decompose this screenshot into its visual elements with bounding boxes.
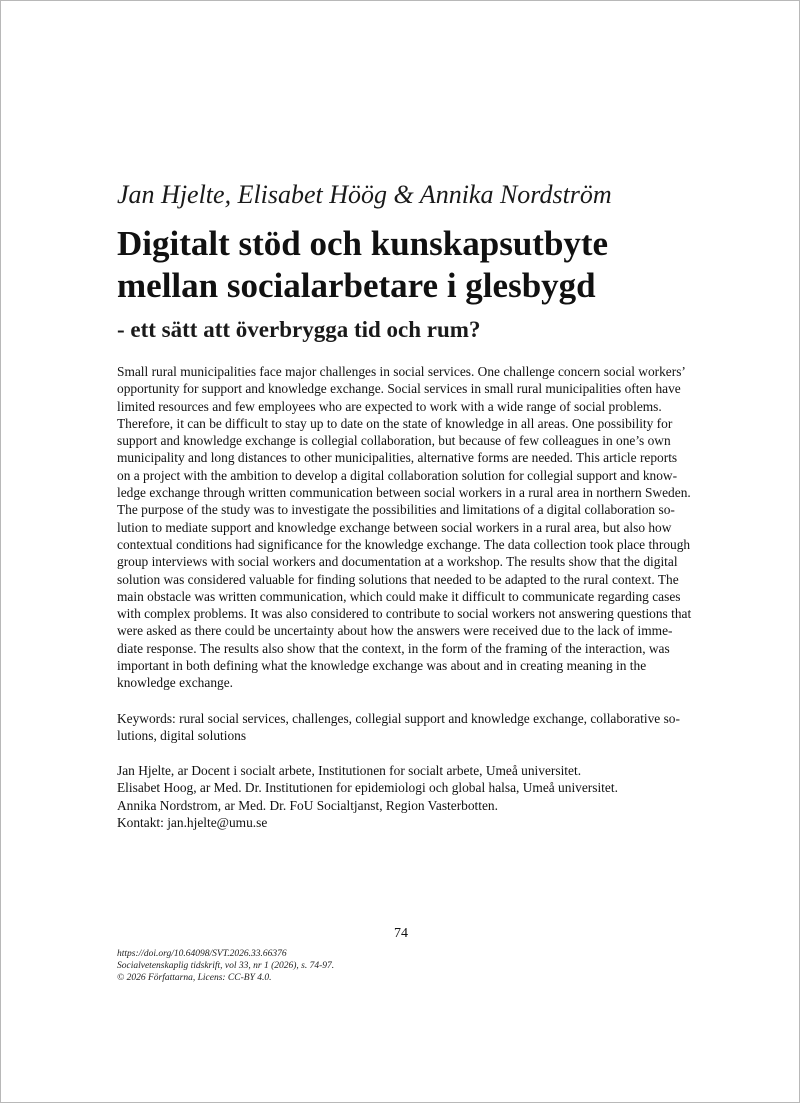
author-affiliations (117, 762, 687, 831)
abstract-line: support and knowledge exchange is collegial collaboration, but because of few colleagues in one’s own (117, 433, 671, 449)
affiliation-line: Elisabet Hoog, ar Med. Dr. Institutionen for epidemiologi och global halsa, Umeå universitet. (117, 780, 618, 796)
keywords-line: lutions, digital solutions (117, 728, 247, 744)
doi-link[interactable]: https://doi.org/10.64098/SVT.2026.33.66376 (117, 949, 287, 959)
article-title-line: mellan socialarbetare i glesbygd (117, 266, 596, 305)
abstract (117, 363, 692, 692)
abstract-line: knowledge exchange. (117, 675, 234, 691)
abstract-line: municipality and long distances to other municipalities, alternative forms are needed. This article reports (117, 450, 678, 466)
abstract-line: diate response. The results also show that the context, in the form of the framing of the interaction, was (117, 640, 670, 656)
abstract-line: important in both defining what the knowledge exchange was about and in creating meaning in the (117, 658, 647, 674)
article-subtitle: - ett sätt att överbrygga tid och rum? (117, 317, 481, 342)
abstract-line: Therefore, it can be difficult to stay up to date on the state of knowledge in all areas. One possibility for (117, 415, 673, 431)
article-title-line: Digitalt stöd och kunskapsutbyte (117, 224, 609, 263)
abstract-line: lution to mediate support and knowledge exchange between social workers in a rural area, but also how (117, 519, 672, 535)
abstract-line: Small rural municipalities face major challenges in social services. One challenge concern social workers’ (117, 364, 686, 379)
contact-line: Kontakt: jan.hjelte@umu.se (117, 814, 268, 830)
abstract-line: with complex problems. It was also considered to contribute to social workers not answering questions that (117, 606, 692, 622)
abstract-line: opportunity for support and knowledge exchange. Social services in small rural municipalities often have (117, 381, 681, 397)
keywords-line: Keywords: rural social services, challenges, collegial support and knowledge exchange, collaborative so- (117, 711, 680, 726)
affiliation-line: Annika Nordstrom, ar Med. Dr. FoU Socialtjanst, Region Vasterbotten. (117, 797, 498, 813)
abstract-line: The purpose of the study was to investigate the possibilities and limitations of a digital collaboration so- (117, 502, 675, 518)
abstract-line: group interviews with social workers and documentation at a workshop. The results show that the digital (117, 554, 678, 570)
article-authors: Jan Hjelte, Elisabet Höög & Annika Nordström (117, 180, 612, 209)
page-number: 74 (394, 926, 408, 941)
abstract-line: ledge exchange through written communication between social workers in a rural area in northern Sweden. (117, 485, 691, 501)
abstract-line: limited resources and few employees who are expected to work with a wide range of social problems. (117, 398, 662, 414)
footer-citation (117, 948, 617, 984)
license-notice: © 2026 Författarna, Licens: CC-BY 4.0. (117, 973, 272, 983)
journal-citation: Socialvetenskaplig tidskrift, vol 33, nr 1 (2026), s. 74-97. (117, 961, 335, 971)
keywords (117, 710, 687, 745)
article-title (117, 223, 717, 307)
abstract-line: on a project with the ambition to develop a digital collaboration solution for collegial support and know- (117, 467, 678, 483)
abstract-line: contextual conditions had significance for the knowledge exchange. The data collection took place through (117, 536, 691, 552)
abstract-line: solution was considered valuable for finding solutions that needed to be adapted to the rural context. The (117, 571, 679, 587)
affiliation-line: Jan Hjelte, ar Docent i socialt arbete, Institutionen for socialt arbete, Umeå universitet. (117, 763, 582, 778)
abstract-line: were asked as there could be uncertainty about how the answers were received due to the lack of imme- (117, 623, 673, 639)
abstract-line: main obstacle was written communication, which could make it difficult to communicate regarding cases (117, 588, 681, 604)
